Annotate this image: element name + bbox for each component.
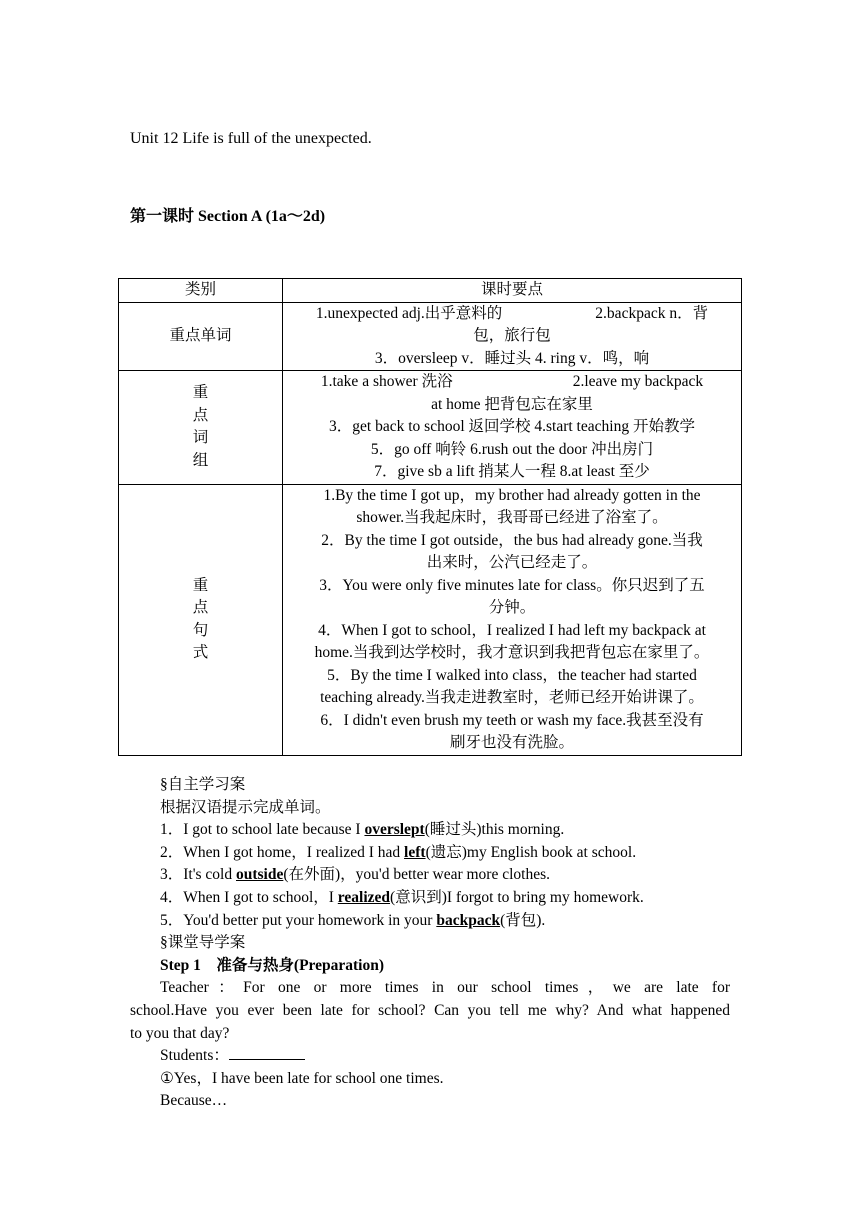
category-char: 重 (192, 576, 209, 594)
step-label-en: Preparation (299, 956, 379, 974)
exercise-item (130, 864, 730, 887)
table-header-row (119, 279, 742, 303)
points-line: 5．go off 响铃 6.rush out the door 冲出房门 (370, 440, 654, 458)
step-label-close: ) (378, 956, 385, 974)
step-label: Step 1 准备与热身( (160, 956, 300, 974)
points-line: teaching already.当我走进教室时，老师已经开始讲课了。 (320, 689, 704, 706)
points-line: shower.当我起床时，我哥哥已经进了浴室了。 (356, 509, 668, 526)
points-line: 包，旅行包 (473, 327, 551, 344)
exercise-hint: (睡过头)this morning. (424, 821, 565, 839)
category-char: 组 (192, 451, 209, 469)
answer-blank (229, 1045, 305, 1060)
section-heading: §课堂导学案 (160, 934, 246, 952)
lesson-title: 第一课时 Section A (1a～2d) (130, 208, 326, 225)
because-line: Because… (160, 1092, 228, 1110)
students-label: Students： (160, 1047, 229, 1065)
exercise-text: 5．You'd better put your homework in your (160, 911, 437, 929)
teacher-line (130, 977, 730, 1000)
points-cell (283, 484, 742, 755)
key-points-table (118, 278, 742, 756)
sample-answer: ①Yes，I have been late for school one times. (160, 1069, 444, 1087)
teacher-text: Teacher：For one or more times in our school times，we are late for (160, 979, 730, 997)
exercise-text: 3．It's cold (160, 866, 236, 884)
table-row-sentences (119, 484, 742, 755)
exercise-item (130, 887, 730, 910)
exercise-hint: (在外面)，you'd better wear more clothes. (283, 866, 551, 884)
exercise-answer: left (404, 843, 426, 861)
column-header-points: 课时要点 (283, 279, 742, 303)
self-study-section (130, 774, 730, 1113)
exercise-item (130, 819, 730, 842)
points-cell (283, 371, 742, 485)
category-cell (119, 302, 283, 371)
points-line: 6．I didn't even brush my teeth or wash my face.我甚至没有 (320, 711, 704, 729)
exercise-answer: backpack (436, 911, 501, 929)
points-line: 7．give sb a lift 捎某人一程 8.at least 至少 (374, 463, 650, 480)
exercise-item (130, 842, 730, 865)
points-line: 2．By the time I got outside，the bus had already gone.当我 (321, 531, 703, 549)
points-line: 1.unexpected adj.出乎意料的 2.backpack n．背 (315, 304, 709, 322)
points-line: at home 把背包忘在家里 (431, 395, 593, 413)
unit-title: Unit 12 Life is full of the unexpected. (130, 130, 372, 147)
students-line (130, 1045, 730, 1068)
exercise-answer: realized (337, 888, 391, 906)
category-char: 重 (192, 384, 209, 402)
points-line: 分钟。 (488, 599, 536, 616)
points-line: 3．You were only five minutes late for class。你只迟到了五 (319, 576, 705, 594)
exercise-text: 4．When I got to school，I (160, 888, 338, 906)
points-line: 3．get back to school 返回学校 4.start teaching 开始教学 (329, 418, 695, 435)
points-line: 5．By the time I walked into class，the teacher had started (327, 666, 697, 684)
exercise-answer: outside (235, 866, 284, 884)
category-char: 词 (192, 429, 209, 447)
points-line: 3．oversleep v．睡过头 4. ring v．鸣，响 (374, 349, 650, 367)
category-char: 式 (192, 644, 209, 661)
exercise-answer: overslept (364, 821, 425, 839)
table-row-words (119, 302, 742, 371)
category-cell (119, 484, 283, 755)
category-char: 句 (192, 621, 209, 639)
exercise-item (130, 910, 730, 933)
points-line: 4．When I got to school，I realized I had left my backpack at (318, 621, 706, 639)
column-header-category: 类别 (119, 279, 283, 303)
points-line: 1.take a shower 洗浴 2.leave my backpack (320, 373, 704, 390)
exercise-hint: (背包). (500, 911, 546, 929)
category-cell (119, 371, 283, 485)
points-line: 出来时，公汽已经走了。 (426, 554, 598, 571)
points-line: 刷牙也没有洗脸。 (449, 734, 574, 751)
category-label: 重点单词 (169, 327, 232, 344)
category-char: 点 (192, 599, 209, 616)
exercise-text: 2．When I got home，I realized I had (160, 843, 405, 861)
exercise-hint: (遗忘)my English book at school. (425, 843, 637, 861)
category-char: 点 (192, 406, 209, 424)
exercise-hint: (意识到)I forgot to bring my homework. (390, 888, 644, 906)
teacher-text: school.Have you ever been late for school? Can you tell me why? And what happened (130, 1001, 730, 1019)
points-line: home.当我到达学校时，我才意识到我把背包忘在家里了。 (314, 644, 710, 661)
instruction-text: 根据汉语提示完成单词。 (160, 798, 331, 816)
table-row-phrases (119, 371, 742, 485)
step-heading (130, 955, 730, 978)
points-line: 1.By the time I got up，my brother had already gotten in the (323, 486, 701, 504)
teacher-line (130, 1000, 730, 1023)
section-heading: §自主学习案 (160, 776, 246, 793)
points-cell (283, 302, 742, 371)
exercise-text: 1．I got to school late because I (160, 821, 365, 839)
teacher-line: to you that day? (130, 1024, 230, 1042)
